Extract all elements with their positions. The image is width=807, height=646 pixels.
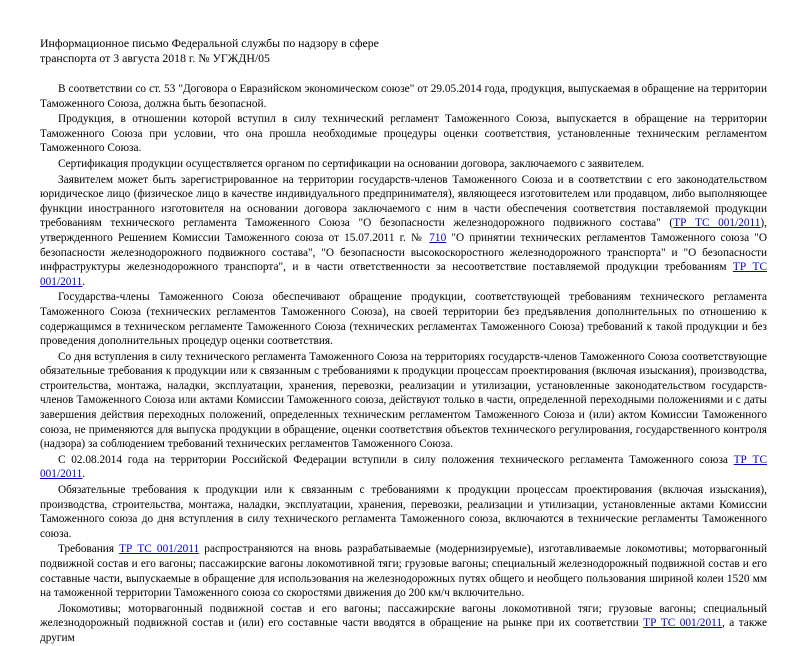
paragraph-9-text-a: Требования [58,543,120,556]
paragraph-1: В соответствии со ст. 53 "Договора о Евразийском экономическом союзе" от 29.05.2014 года, продукция, выпускаемая в обращение на территории Таможенного Союза, должна быть безопасной. [40,83,767,110]
paragraph-2: Продукция, в отношении которой вступил в силу технический регламент Таможенного Союза, выпускается в обращение на территории Таможенного Союза при условии, что она прошла необходимые процедуры оценки соответствия, установленные техническим регламентом Таможенного Союза. [40,113,767,155]
reference-link-tr-ts-001-2011[interactable]: ТР ТС 001/2011 [40,453,767,481]
reference-link-decision-710[interactable]: 710 [429,231,447,244]
paragraph-4-text-b: ), утвержденного Решением Комиссии Таможенного союза от 15.07.2011 г. № [40,217,767,244]
paragraph-10 [40,602,767,646]
paragraph-6: Со дня вступления в силу технического регламента Таможенного Союза на территориях государств-членов Таможенного Союза соответствующие обязательные требования к продукции или к связанным с требованиями к продукции процессам проектирования (включая изыскания), производства, строительства, монтажа, наладки, эксплуатации, хранения, перевозки, реализации и утилизации, установленные законодательством государств-членов Таможенного Союза или актами Комиссии Таможенного союза, действуют только в части, определенной переходными положениями и с даты завершения действия переходных положений, определенных техническим регламентом Таможенного Союза и (или) актом Комиссии Таможенного союза, не применяются для выпуска продукции в обращение, оценки соответствия объектов технического регулирования, государственного контроля (надзора) за соблюдением требований технических регламентов Таможенного Союза. [40,350,767,451]
paragraph-7 [40,453,767,482]
paragraph-5: Государства-члены Таможенного Союза обеспечивают обращение продукции, соответствующей требованиям технического регламента Таможенного Союза (технических регламентов Таможенного Союза), на своей территории без предъявления дополнительных по отношению к содержащимся в техническом регламенте Таможенного Союза (технических регламентах Таможенного Союза) требований к такой продукции и без проведения дополнительных процедур оценки соответствия. [40,291,767,348]
title-line-1: Информационное письмо Федеральной службы по надзору в сфере [40,36,379,50]
title-line-2: транспорта от 3 августа 2018 г. № УГЖДН/05 [40,51,270,65]
paragraph-4-text-c: "О принятии технических регламентов Таможенного союза "О безопасности железнодорожного подвижного состава", "О безопасности высокоскоростного железнодорожного транспорта" и "О безопасности инфраструктуры железнодорожного транспорта", и в части ответственности за несоответствие поставляемой продукции требованиям [40,231,768,274]
document-title [40,36,767,66]
paragraph-9-text-b: распространяются на вновь разрабатываемые (модернизируемые), изготавливаемые локомотивы; моторвагонный подвижной состав и его вагоны; пассажирские вагоны локомотивной тяги; грузовые вагоны; специальный железнодорожный подвижной состав и его составные части, выпускаемые в обращение для использования на железнодорожных путях общего и необщего пользования шириной колеи 1520 мм на таможенной территории Таможенного союза со скоростями движения до 200 км/ч включительно. [40,543,768,600]
paragraph-4 [40,173,767,290]
reference-link-tr-ts-001-2011[interactable]: ТР ТС 001/2011 [119,543,200,556]
paragraph-7-text-b: . [82,468,86,481]
paragraph-9 [40,542,767,600]
paragraph-4-text-a: Заявителем может быть зарегистрированное на территории государств-членов Таможенного Союза и в соответствии с его законодательством юридическое лицо (физическое лицо в качестве индивидуального предпринимателя), являющееся изготовителем или продавцом, либо выполняющее функции иностранного изготовителя на основании договора заключаемого с ним в части обеспечения соответствия поставляемой продукции требованиям технического регламента Таможенного Союза "О безопасности железнодорожного подвижного состава" ( [40,173,767,230]
reference-link-tr-ts-001-2011[interactable]: ТР ТС 001/2011 [643,617,722,630]
reference-link-tr-ts-001-2011[interactable]: ТР ТС 001/2011 [40,261,767,288]
paragraph-7-text-a: С 02.08.2014 года на территории Российской Федерации вступили в силу положения технического регламента Таможенного союза [58,453,734,466]
paragraph-4-text-d: . [82,275,86,288]
paragraph-10-text-b: , а также другим [40,617,767,644]
paragraph-10-text-a: Локомотивы; моторвагонный подвижной состав и его вагоны; пассажирские вагоны локомотивной тяги; грузовые вагоны; специальный железнодорожный подвижной состав и (или) его составные части вводятся в обращение на рынке при их соответствии [40,602,767,630]
reference-link-tr-ts-001-2011[interactable]: ТР ТС 001/2011 [673,217,761,230]
paragraph-3: Сертификация продукции осуществляется органом по сертификации на основании договора, заключаемого с заявителем. [58,157,645,170]
paragraph-8: Обязательные требования к продукции или к связанным с требованиями к продукции процессам проектирования (включая изыскания), производства, строительства, монтажа, наладки, эксплуатации, хранения, перевозки, реализации и утилизации, установленные актами Комиссии Таможенного союза до дня вступления в силу технического регламента Таможенного союза, включаются в технические регламенты Таможенного союза. [40,484,767,540]
